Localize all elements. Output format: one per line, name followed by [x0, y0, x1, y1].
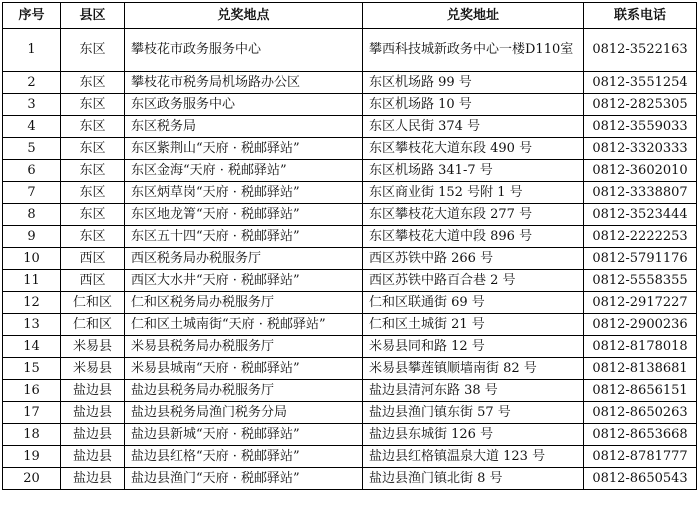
- cell-address: 盐边县清河东路 38 号: [363, 380, 584, 402]
- cell-index: 11: [3, 270, 61, 292]
- cell-index: 16: [3, 380, 61, 402]
- table-row: [3, 358, 697, 380]
- cell-district: 东区: [61, 138, 125, 160]
- cell-location: 盐边县税务局渔门税务分局: [125, 402, 363, 424]
- table-row: [3, 72, 697, 94]
- prize-location-table: [2, 2, 697, 490]
- cell-district: 仁和区: [61, 292, 125, 314]
- cell-index: 9: [3, 226, 61, 248]
- cell-address: 东区攀枝花大道东段 490 号: [363, 138, 584, 160]
- cell-district: 东区: [61, 29, 125, 72]
- cell-index: 15: [3, 358, 61, 380]
- table-row: [3, 204, 697, 226]
- cell-phone: 0812-8653668: [584, 424, 697, 446]
- cell-location: 攀枝花市政务服务中心: [125, 29, 363, 72]
- cell-district: 东区: [61, 204, 125, 226]
- cell-district: 东区: [61, 72, 125, 94]
- cell-index: 4: [3, 116, 61, 138]
- table-row: [3, 29, 697, 72]
- cell-district: 米易县: [61, 336, 125, 358]
- header-phone: 联系电话: [584, 3, 697, 29]
- cell-location: 东区地龙箐“天府 · 税邮驿站”: [125, 204, 363, 226]
- table-row: [3, 446, 697, 468]
- cell-phone: 0812-3551254: [584, 72, 697, 94]
- cell-district: 东区: [61, 182, 125, 204]
- cell-phone: 0812-3523444: [584, 204, 697, 226]
- cell-location: 盐边县渔门“天府 · 税邮驿站”: [125, 468, 363, 490]
- cell-phone: 0812-3522163: [584, 29, 697, 72]
- cell-phone: 0812-8781777: [584, 446, 697, 468]
- cell-district: 东区: [61, 160, 125, 182]
- cell-district: 盐边县: [61, 446, 125, 468]
- table-body: [3, 29, 697, 490]
- header-location: 兑奖地点: [125, 3, 363, 29]
- cell-address: 东区机场路 99 号: [363, 72, 584, 94]
- cell-location: 米易县城南“天府 · 税邮驿站”: [125, 358, 363, 380]
- cell-district: 东区: [61, 94, 125, 116]
- cell-phone: 0812-8650263: [584, 402, 697, 424]
- table-row: [3, 94, 697, 116]
- cell-location: 东区金海“天府 · 税邮驿站”: [125, 160, 363, 182]
- cell-index: 12: [3, 292, 61, 314]
- cell-address: 东区商业街 152 号附 1 号: [363, 182, 584, 204]
- cell-index: 8: [3, 204, 61, 226]
- cell-phone: 0812-5558355: [584, 270, 697, 292]
- table-row: [3, 336, 697, 358]
- cell-location: 东区政务服务中心: [125, 94, 363, 116]
- table-row: [3, 182, 697, 204]
- cell-district: 盐边县: [61, 424, 125, 446]
- cell-location: 东区紫荆山“天府 · 税邮驿站”: [125, 138, 363, 160]
- cell-phone: 0812-2222253: [584, 226, 697, 248]
- cell-district: 盐边县: [61, 380, 125, 402]
- cell-location: 西区税务局办税服务厅: [125, 248, 363, 270]
- cell-address: 西区苏铁中路 266 号: [363, 248, 584, 270]
- cell-phone: 0812-8656151: [584, 380, 697, 402]
- cell-index: 13: [3, 314, 61, 336]
- cell-index: 6: [3, 160, 61, 182]
- header-district: 县区: [61, 3, 125, 29]
- cell-location: 盐边县新城“天府 · 税邮驿站”: [125, 424, 363, 446]
- cell-address: 仁和区联通街 69 号: [363, 292, 584, 314]
- cell-location: 攀枝花市税务局机场路办公区: [125, 72, 363, 94]
- cell-district: 米易县: [61, 358, 125, 380]
- cell-index: 14: [3, 336, 61, 358]
- cell-address: 米易县同和路 12 号: [363, 336, 584, 358]
- cell-district: 盐边县: [61, 402, 125, 424]
- cell-phone: 0812-8650543: [584, 468, 697, 490]
- table-row: [3, 424, 697, 446]
- cell-district: 仁和区: [61, 314, 125, 336]
- cell-index: 17: [3, 402, 61, 424]
- cell-address: 西区苏铁中路百合巷 2 号: [363, 270, 584, 292]
- cell-phone: 0812-8138681: [584, 358, 697, 380]
- cell-district: 西区: [61, 270, 125, 292]
- cell-address: 仁和区土城街 21 号: [363, 314, 584, 336]
- cell-phone: 0812-3602010: [584, 160, 697, 182]
- cell-phone: 0812-5791176: [584, 248, 697, 270]
- cell-address: 盐边县东城街 126 号: [363, 424, 584, 446]
- cell-index: 10: [3, 248, 61, 270]
- cell-address: 东区攀枝花大道中段 896 号: [363, 226, 584, 248]
- table-row: [3, 226, 697, 248]
- cell-location: 仁和区土城南街“天府 · 税邮驿站”: [125, 314, 363, 336]
- cell-phone: 0812-2900236: [584, 314, 697, 336]
- cell-address: 东区攀枝花大道东段 277 号: [363, 204, 584, 226]
- table-row: [3, 248, 697, 270]
- cell-index: 20: [3, 468, 61, 490]
- cell-address: 盐边县渔门镇北街 8 号: [363, 468, 584, 490]
- table-row: [3, 160, 697, 182]
- cell-location: 东区税务局: [125, 116, 363, 138]
- cell-address: 东区人民街 374 号: [363, 116, 584, 138]
- table-row: [3, 292, 697, 314]
- cell-location: 米易县税务局办税服务厅: [125, 336, 363, 358]
- cell-address: 攀西科技城新政务中心一楼D110室: [363, 29, 584, 72]
- cell-phone: 0812-3338807: [584, 182, 697, 204]
- cell-phone: 0812-3320333: [584, 138, 697, 160]
- cell-location: 西区大水井“天府 · 税邮驿站”: [125, 270, 363, 292]
- cell-address: 盐边县红格镇温泉大道 123 号: [363, 446, 584, 468]
- cell-index: 18: [3, 424, 61, 446]
- cell-address: 米易县攀莲镇顺墙南街 82 号: [363, 358, 584, 380]
- cell-district: 西区: [61, 248, 125, 270]
- cell-district: 盐边县: [61, 468, 125, 490]
- cell-location: 东区五十四“天府 · 税邮驿站”: [125, 226, 363, 248]
- cell-phone: 0812-3559033: [584, 116, 697, 138]
- table-header-row: [3, 3, 697, 29]
- cell-address: 盐边县渔门镇东街 57 号: [363, 402, 584, 424]
- table-row: [3, 380, 697, 402]
- header-index: 序号: [3, 3, 61, 29]
- cell-index: 3: [3, 94, 61, 116]
- cell-phone: 0812-8178018: [584, 336, 697, 358]
- cell-location: 仁和区税务局办税服务厅: [125, 292, 363, 314]
- table-row: [3, 468, 697, 490]
- table-row: [3, 314, 697, 336]
- cell-index: 2: [3, 72, 61, 94]
- cell-index: 1: [3, 29, 61, 72]
- table-row: [3, 402, 697, 424]
- cell-index: 7: [3, 182, 61, 204]
- table-row: [3, 270, 697, 292]
- cell-location: 盐边县红格“天府 · 税邮驿站”: [125, 446, 363, 468]
- cell-address: 东区机场路 10 号: [363, 94, 584, 116]
- table-row: [3, 116, 697, 138]
- cell-district: 东区: [61, 226, 125, 248]
- cell-location: 东区炳草岗“天府 · 税邮驿站”: [125, 182, 363, 204]
- cell-district: 东区: [61, 116, 125, 138]
- cell-index: 5: [3, 138, 61, 160]
- table-row: [3, 138, 697, 160]
- cell-location: 盐边县税务局办税服务厅: [125, 380, 363, 402]
- header-address: 兑奖地址: [363, 3, 584, 29]
- cell-phone: 0812-2917227: [584, 292, 697, 314]
- cell-address: 东区机场路 341-7 号: [363, 160, 584, 182]
- cell-phone: 0812-2825305: [584, 94, 697, 116]
- cell-index: 19: [3, 446, 61, 468]
